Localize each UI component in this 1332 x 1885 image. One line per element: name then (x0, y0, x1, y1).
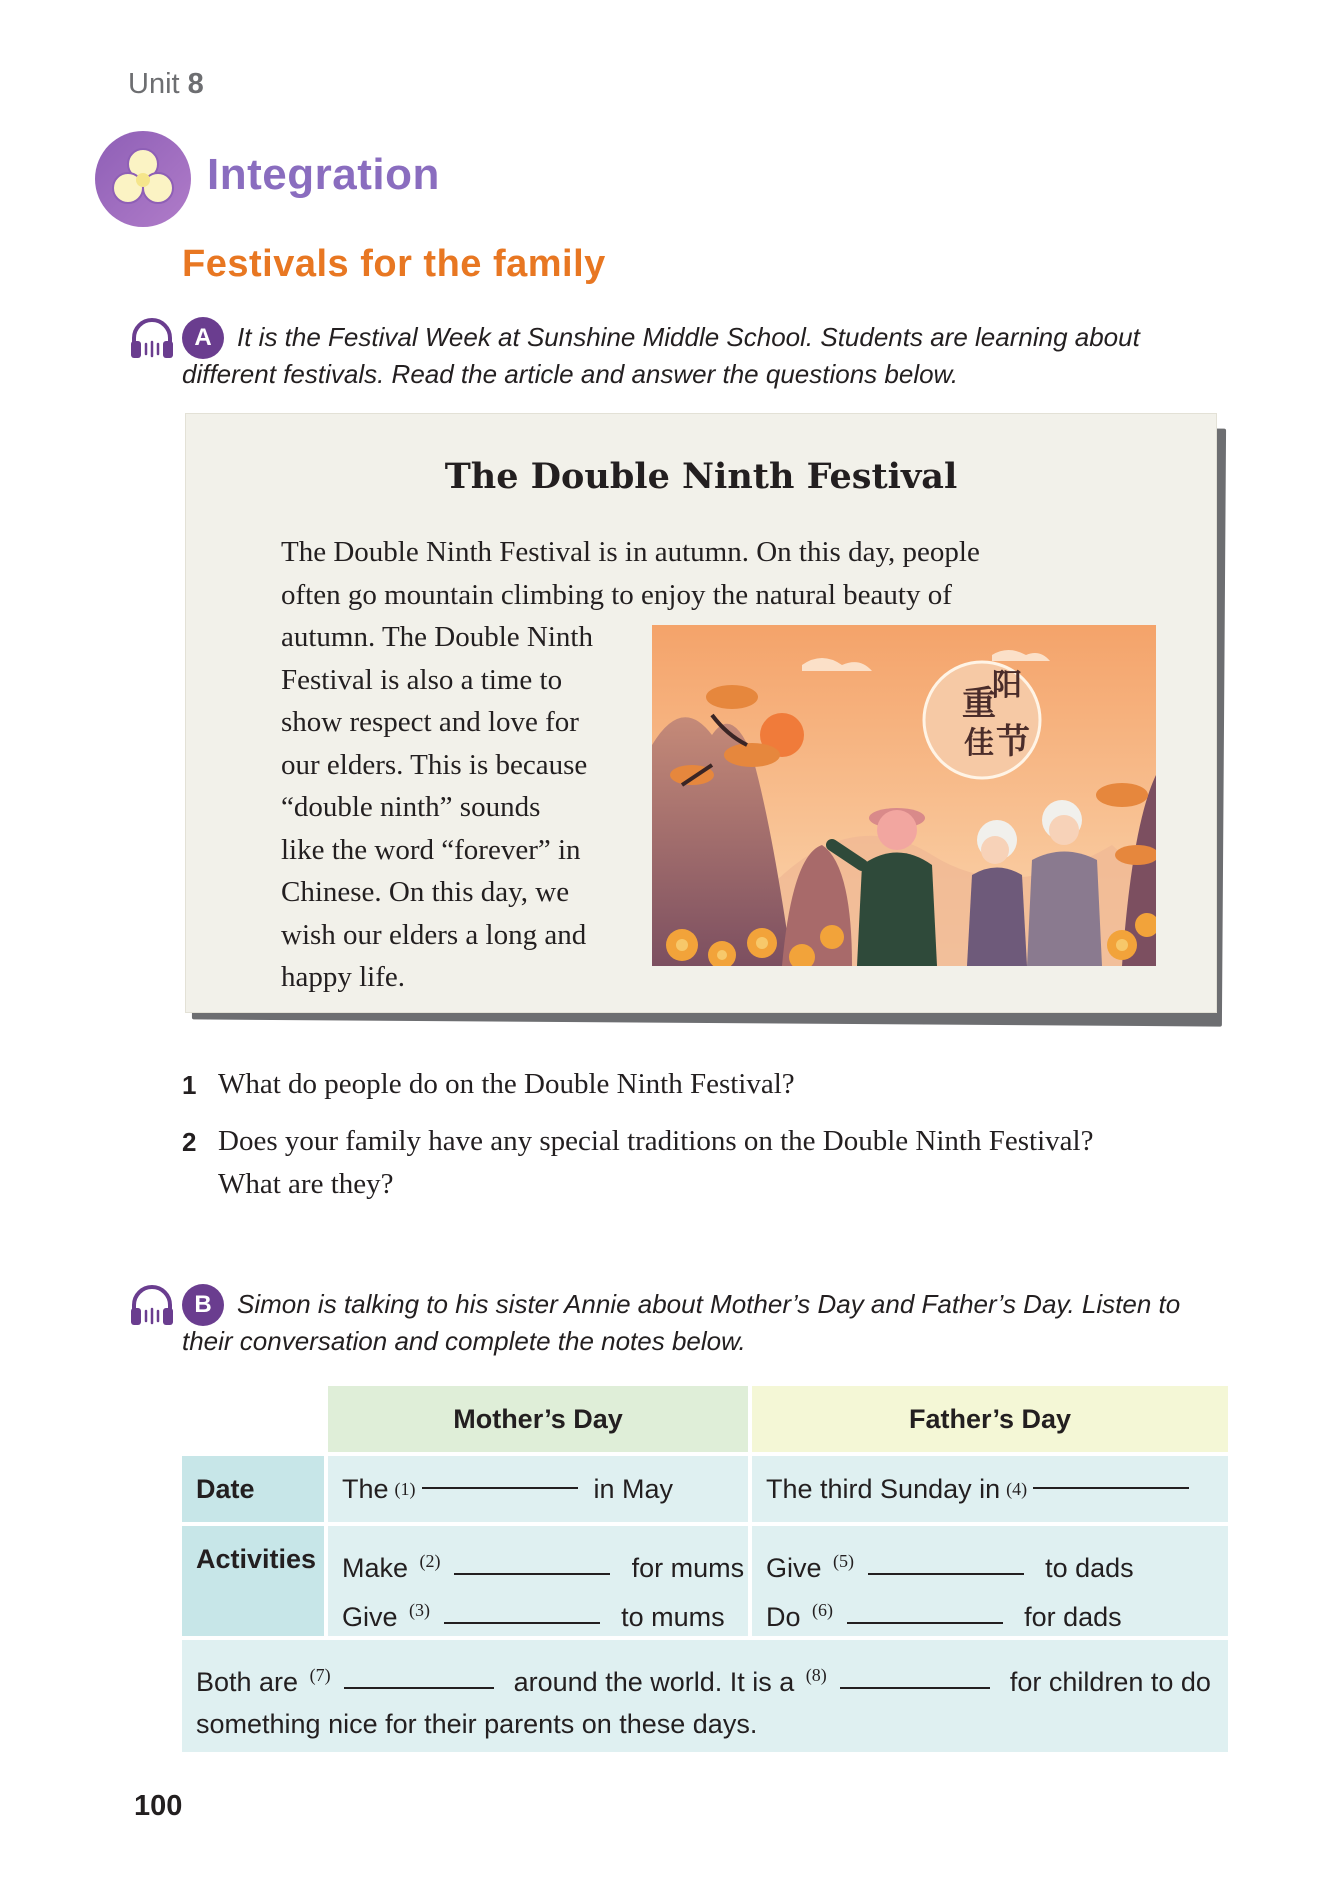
double-ninth-illustration (652, 625, 1156, 966)
integration-icon (94, 130, 192, 228)
question-text (218, 1120, 1093, 1206)
row-label-activities: Activities (182, 1526, 324, 1636)
cell-text: around the world. It is a (513, 1667, 795, 1697)
answer-blank-6[interactable] (847, 1621, 1003, 1624)
article-line: Festival is also a time to (281, 663, 563, 696)
part-b-instruction-line2: their conversation and complete the notes below. (182, 1326, 746, 1356)
question-line: Does your family have any special traditions on the Double Ninth Festival? (218, 1125, 1094, 1157)
headphones-icon[interactable] (128, 314, 176, 362)
cell-text: Do (766, 1602, 801, 1632)
article-line: autumn. The Double Ninth (281, 621, 593, 653)
answer-blank-7[interactable] (344, 1686, 494, 1689)
blank-number: (1) (394, 1478, 416, 1499)
unit-prefix: Unit (128, 68, 180, 100)
answer-blank-4[interactable] (1033, 1486, 1189, 1489)
part-b-badge: B (182, 1284, 224, 1326)
article-line: wish our elders a long and (281, 918, 587, 951)
question-line: What are they? (218, 1168, 394, 1200)
part-b-instruction-line1: Simon is talking to his sister Annie about Mother’s Day and Father’s Day. Listen to (237, 1289, 1181, 1319)
blank-number: (8) (805, 1665, 827, 1685)
cell-text: Make (342, 1553, 409, 1583)
cell-text: to mums (621, 1602, 725, 1632)
answer-blank-2[interactable] (454, 1572, 610, 1575)
activity-line (342, 1589, 748, 1638)
cell-text: to dads (1045, 1553, 1134, 1583)
col-header-mother: Mother’s Day (328, 1386, 748, 1452)
article-title: The Double Ninth Festival (444, 456, 958, 497)
summary-line: something nice for their parents on these days. (196, 1709, 758, 1739)
cell-text: Give (766, 1553, 822, 1583)
article-line: Chinese. On this day, we (281, 876, 570, 908)
unit-number: 8 (187, 68, 204, 100)
cell-text: Both are (196, 1667, 299, 1697)
answer-blank-1[interactable] (422, 1486, 578, 1489)
part-a-instruction-line1: It is the Festival Week at Sunshine Middle School. Students are learning about (237, 322, 1140, 352)
svg-text:重: 重 (962, 684, 996, 724)
svg-text:节: 节 (996, 722, 1030, 762)
cell-text: The third Sunday in (766, 1473, 1001, 1504)
headphones-icon[interactable] (128, 1281, 176, 1329)
cell-activities-mother (328, 1526, 748, 1636)
svg-text:阳: 阳 (992, 668, 1022, 703)
activity-line (342, 1540, 748, 1589)
cell-text: Give (342, 1602, 398, 1632)
part-a-badge: A (182, 317, 224, 359)
row-label-date: Date (182, 1456, 324, 1522)
blank-number: (2) (419, 1551, 441, 1571)
article-line: The Double Ninth Festival is in autumn. On this day, people (281, 536, 980, 568)
article-line: often go mountain climbing to enjoy the natural beauty of (281, 578, 952, 611)
question-number: 2 (182, 1127, 197, 1157)
cell-date-father (752, 1456, 1228, 1522)
col-header-father: Father’s Day (752, 1386, 1228, 1452)
blank-number: (4) (1006, 1478, 1028, 1499)
blank-number: (7) (309, 1665, 331, 1685)
answer-blank-5[interactable] (868, 1572, 1024, 1575)
answer-blank-8[interactable] (840, 1686, 990, 1689)
cell-text: for children to do (1009, 1667, 1211, 1697)
cell-text: The (342, 1473, 389, 1504)
blank-number: (6) (812, 1600, 834, 1620)
article-line: show respect and love for (281, 706, 579, 738)
cell-text: for dads (1024, 1602, 1122, 1632)
answer-blank-3[interactable] (444, 1621, 600, 1624)
part-a-instruction-line2: different festivals. Read the article and answer the questions below. (182, 359, 959, 389)
cell-text: in May (593, 1473, 674, 1504)
notes-summary (182, 1640, 1228, 1752)
cell-activities-father (752, 1526, 1228, 1636)
blank-number: (5) (833, 1551, 855, 1571)
article-line: happy life. (281, 961, 406, 993)
svg-text:佳: 佳 (964, 726, 994, 761)
article-line: “double ninth” sounds (281, 791, 541, 823)
article-body-narrow (281, 616, 651, 999)
article-line: our elders. This is because (281, 748, 588, 781)
cell-text: for mums (631, 1553, 745, 1583)
question-number: 1 (182, 1070, 197, 1100)
activity-line (766, 1540, 1228, 1589)
page-title: Festivals for the family (182, 243, 606, 285)
cell-date-mother (328, 1456, 748, 1522)
question-text: What do people do on the Double Ninth Festival? (218, 1068, 795, 1100)
section-label: Integration (207, 150, 440, 199)
article-body-wide (281, 531, 1101, 616)
activity-line (766, 1589, 1228, 1638)
blank-number: (3) (409, 1600, 431, 1620)
summary-line (196, 1654, 1228, 1703)
unit-label (128, 68, 204, 101)
article-line: like the word “forever” in (281, 833, 581, 866)
page-number: 100 (134, 1790, 183, 1822)
